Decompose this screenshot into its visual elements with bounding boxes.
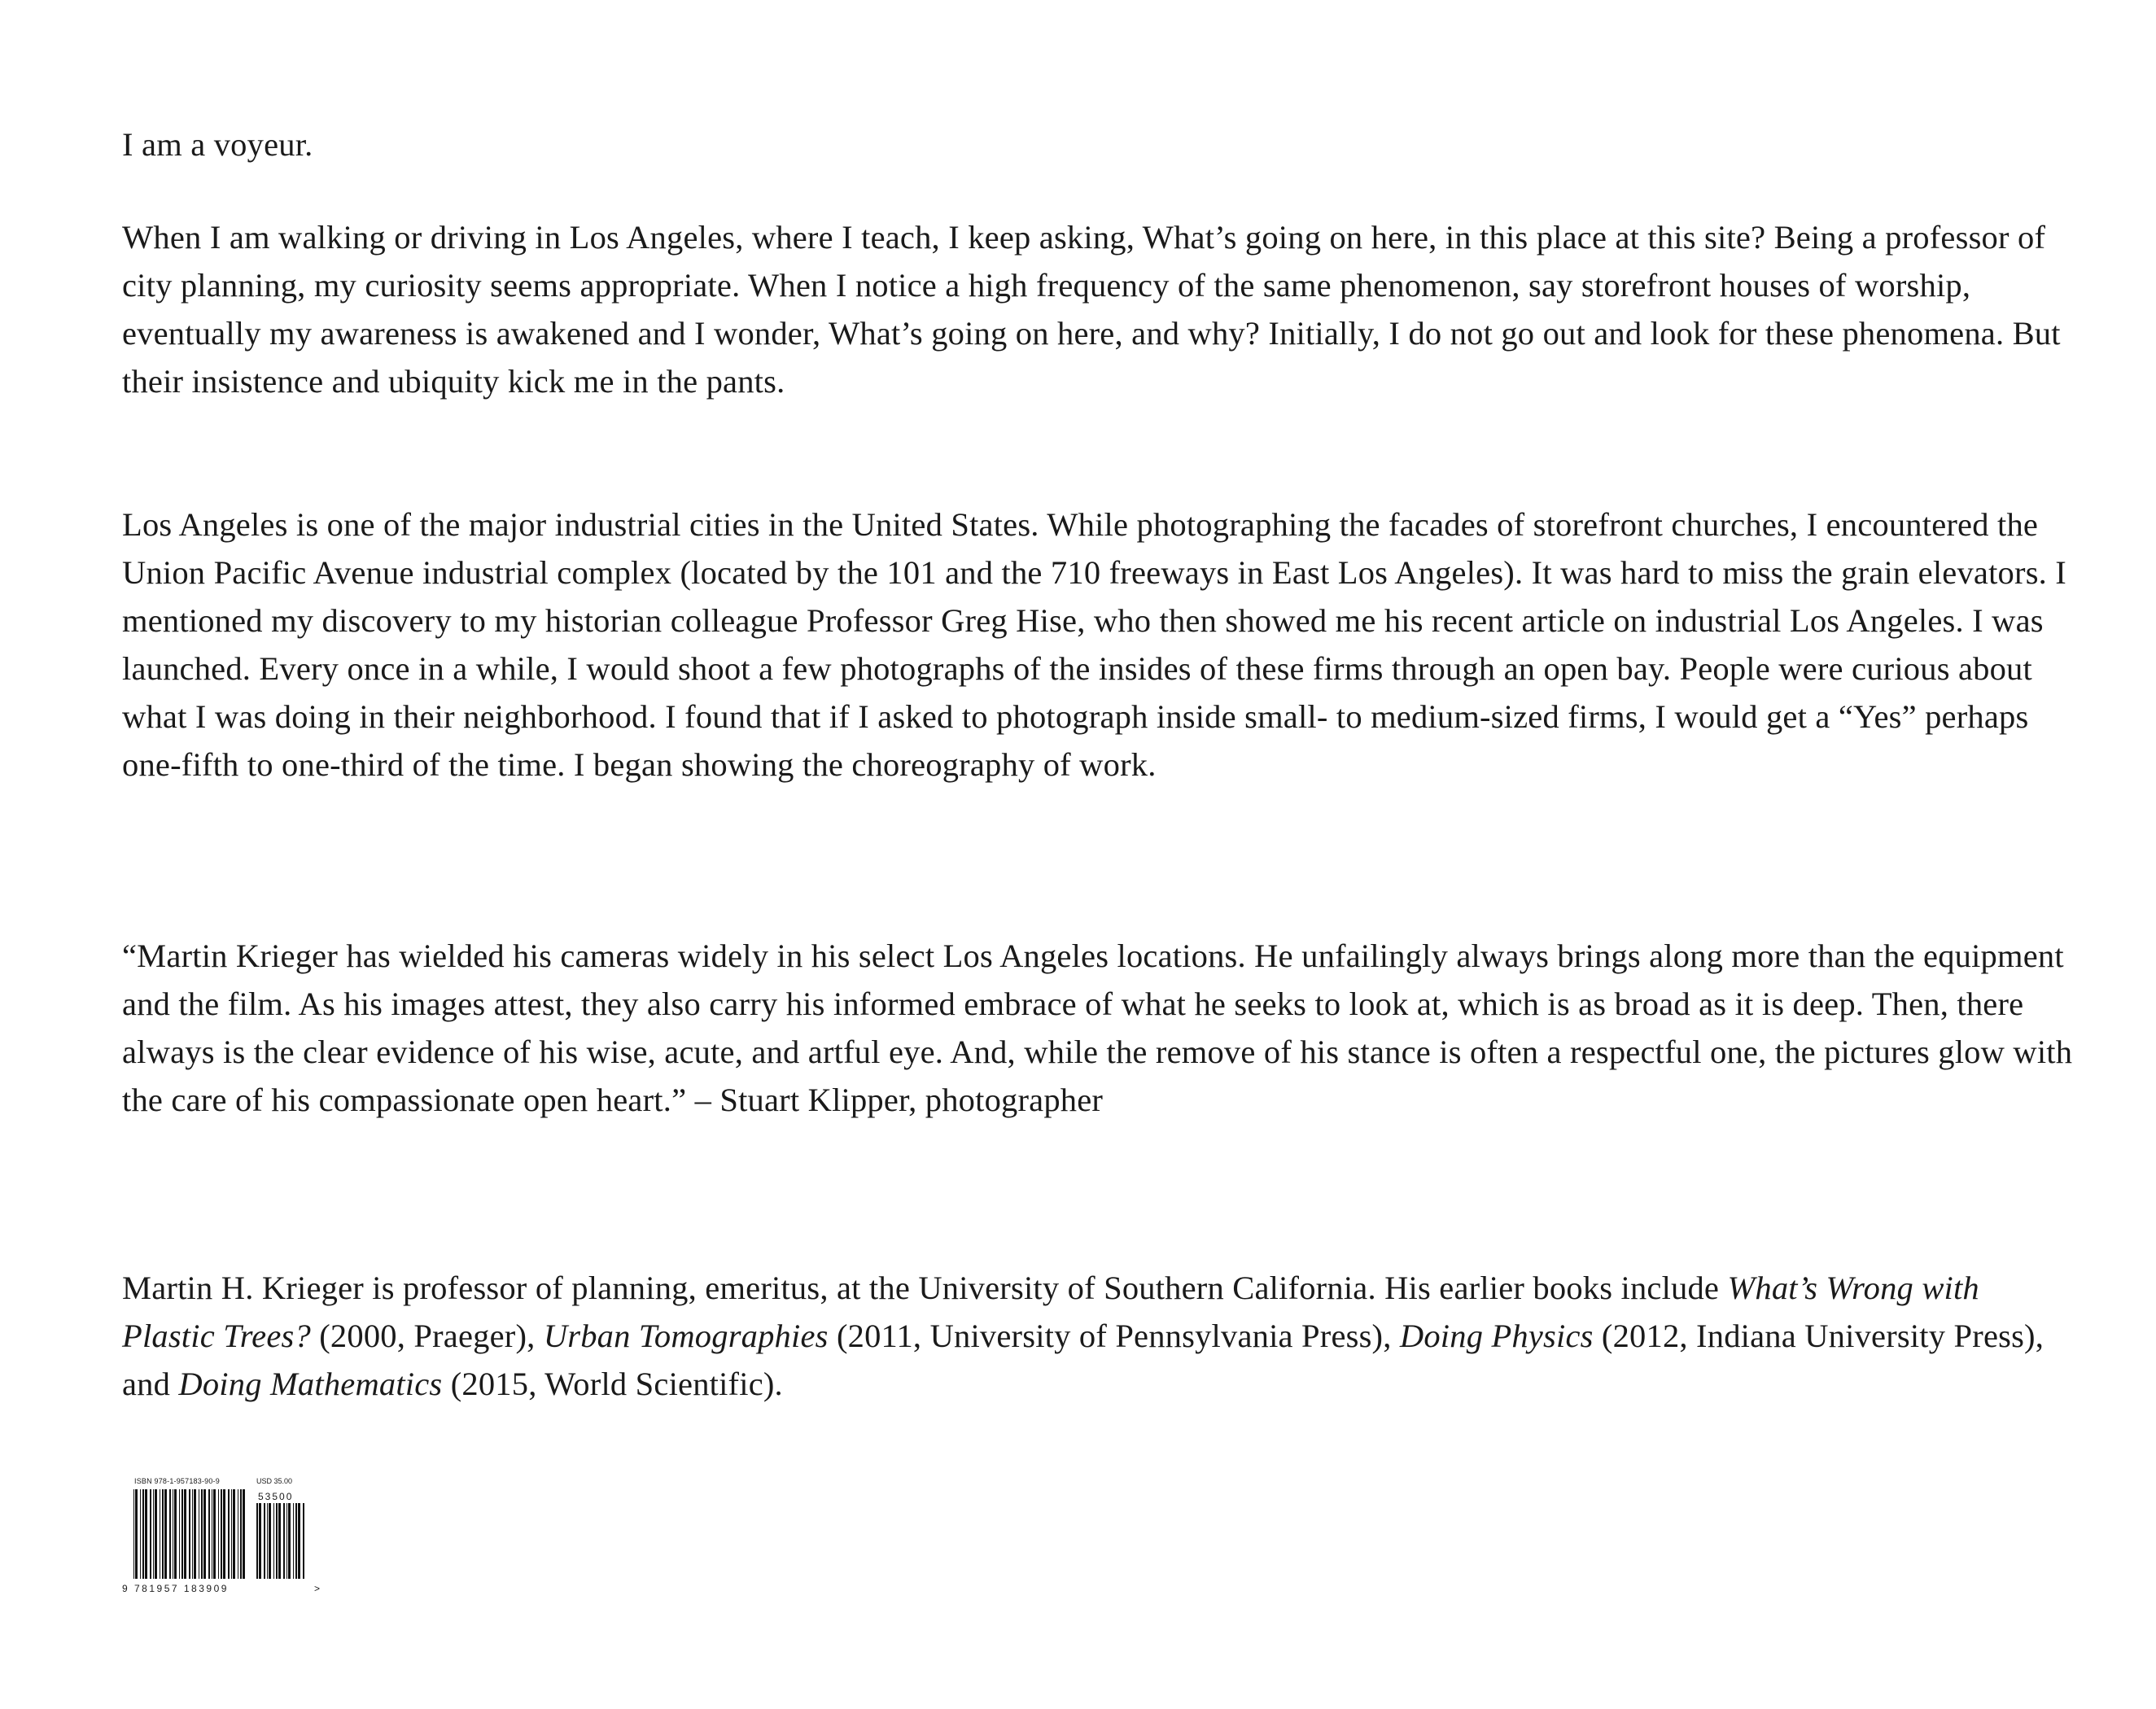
paragraph-industrial-la: Los Angeles is one of the major industrial cities in the United States. While photographing the facades of storefront churches, I encountered the Union Pacific Avenue industrial complex (located by the 101 and the 710 freeways in East Los Angeles). It was hard to miss the grain elevators. I mentioned my discovery to my historian colleague Professor Greg Hise, who then showed me his recent article on industrial Los Angeles. I was launched. Every once in a while, I would shoot a few photographs of the insides of these firms through an open bay. People were curious about what I was doing in their neighborhood. I found that if I asked to photograph inside small- to medium-sized firms, I would get a “Yes” perhaps one-fifth to one-third of the time. I began showing the choreography of work.	[122, 506, 2066, 783]
barcode-bars	[122, 1477, 326, 1599]
quote-attribution: – Stuart Klipper, photographer	[694, 1082, 1104, 1118]
book-detail-plastic-trees: (2000, Praeger),	[319, 1318, 536, 1354]
book-title-plastic-trees: What’s Wrong with Plastic Trees?	[122, 1270, 1979, 1354]
isbn-digits: 9 781957 183909	[122, 1583, 229, 1594]
bio-lead: Martin H. Krieger is professor of planning, emeritus, at the University of Southern California. His earlier books include	[122, 1270, 1720, 1306]
price-label: USD 35.00	[256, 1477, 293, 1485]
isbn-barcode	[122, 1477, 326, 1599]
intro-line: I am a voyeur.	[122, 126, 313, 163]
quote-text: “Martin Krieger has wielded his cameras widely in his select Los Angeles locations. He unfailingly always brings along more than the equipment and the film. As his images attest, they also carry his informed embrace of what he seeks to look at, which is as broad as it is deep. Then, there always is the clear evidence of his wise, acute, and artful eye. And, while the remove of his stance is often a respectful one, the pictures glow with the care of his compassionate open heart.”	[122, 938, 2073, 1118]
book-detail-doing-physics: (2012, Indiana University Press), and	[122, 1318, 2044, 1402]
book-title-doing-mathematics: Doing Mathematics	[178, 1366, 443, 1402]
book-title-urban-tomographies: Urban Tomographies	[543, 1318, 829, 1354]
quiet-zone-mark: >	[314, 1583, 321, 1594]
paragraph-voyeur: When I am walking or driving in Los Angeles, where I teach, I keep asking, What’s going on here, in this place at this site? Being a professor of city planning, my curiosity seems appropriate. When I notice a high frequency of the same phenomenon, say storefront houses of worship, eventually my awareness is awakened and I wonder, What’s going on here, and why? Initially, I do not go out and look for these phenomena. But their insistence and ubiquity kick me in the pants.	[122, 219, 2061, 400]
blurb-quote	[122, 932, 2075, 1124]
price-code: 53500	[258, 1491, 294, 1502]
book-title-doing-physics: Doing Physics	[1399, 1318, 1594, 1354]
book-detail-urban-tomographies: (2011, University of Pennsylvania Press),	[836, 1318, 1392, 1354]
book-detail-doing-mathematics: (2015, World Scientific).	[450, 1366, 783, 1402]
isbn-label: ISBN 978-1-957183-90-9	[134, 1477, 220, 1485]
author-bio	[122, 1264, 2075, 1408]
